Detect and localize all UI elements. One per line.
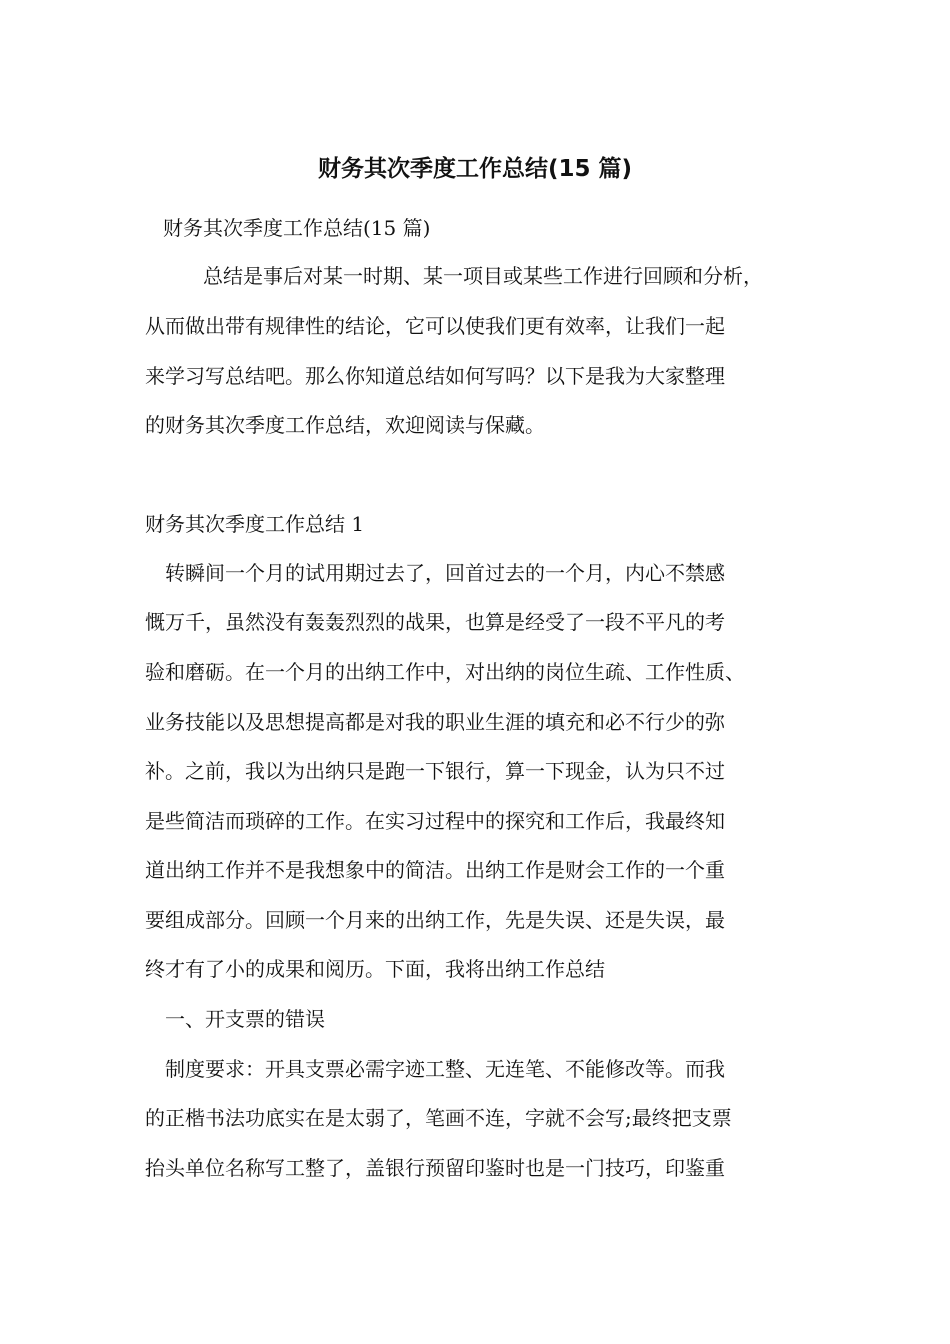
intro-line: 来学习写总结吧。那么你知道总结如何写吗？以下是我为大家整理 bbox=[145, 364, 725, 388]
section-heading: 财务其次季度工作总结 1 bbox=[145, 512, 365, 536]
document-title: 财务其次季度工作总结(15 篇) bbox=[317, 156, 633, 182]
intro-line: 从而做出带有规律性的结论，它可以使我们更有效率，让我们一起 bbox=[145, 314, 725, 338]
intro-line: 的财务其次季度工作总结，欢迎阅读与保藏。 bbox=[145, 413, 545, 437]
body-line: 终才有了小的成果和阅历。下面，我将出纳工作总结 bbox=[145, 957, 605, 981]
body-line: 验和磨砺。在一个月的出纳工作中，对出纳的岗位生疏、工作性质、 bbox=[145, 660, 745, 684]
body-line: 业务技能以及思想提高都是对我的职业生涯的填充和必不行少的弥 bbox=[145, 710, 725, 734]
document-subtitle: 财务其次季度工作总结(15 篇) bbox=[163, 216, 431, 240]
body-line: 转瞬间一个月的试用期过去了，回首过去的一个月，内心不禁感 bbox=[165, 561, 725, 585]
rule-line: 抬头单位名称写工整了，盖银行预留印鉴时也是一门技巧，印鉴重 bbox=[145, 1156, 725, 1180]
body-line: 道出纳工作并不是我想象中的简洁。出纳工作是财会工作的一个重 bbox=[145, 858, 725, 882]
body-line: 是些简洁而琐碎的工作。在实习过程中的探究和工作后，我最终知 bbox=[145, 809, 725, 833]
body-line: 补。之前，我以为出纳只是跑一下银行，算一下现金，认为只不过 bbox=[145, 759, 725, 783]
sub-heading: 一、开支票的错误 bbox=[165, 1007, 325, 1031]
body-line: 慨万千，虽然没有轰轰烈烈的战果，也算是经受了一段不平凡的考 bbox=[145, 610, 725, 634]
body-line: 要组成部分。回顾一个月来的出纳工作，先是失误、还是失误，最 bbox=[145, 908, 725, 932]
rule-line: 制度要求：开具支票必需字迹工整、无连笔、不能修改等。而我 bbox=[165, 1057, 725, 1081]
rule-line: 的正楷书法功底实在是太弱了，笔画不连，字就不会写;最终把支票 bbox=[145, 1106, 732, 1130]
intro-line: 总结是事后对某一时期、某一项目或某些工作进行回顾和分析， bbox=[203, 264, 763, 288]
